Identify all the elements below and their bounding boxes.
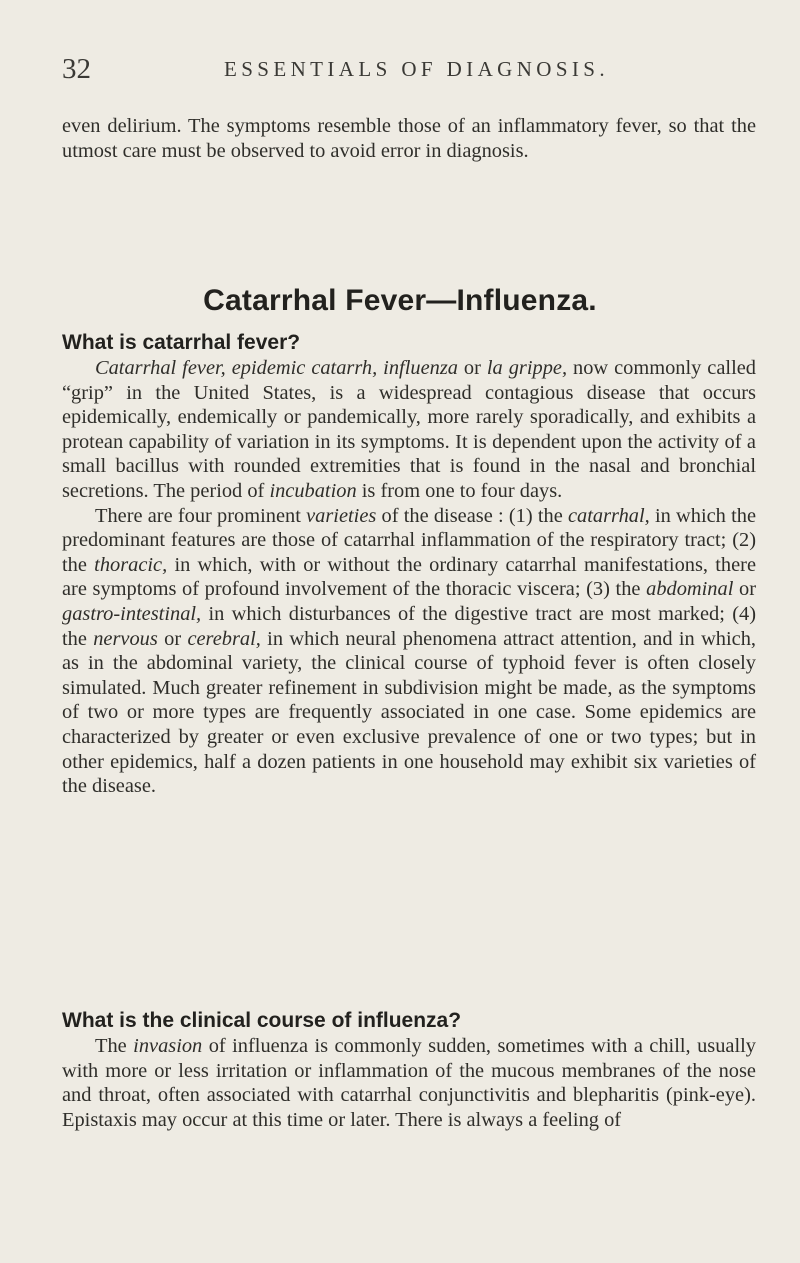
answer-paragraph (62, 356, 756, 504)
text-run: There are four prominent (95, 504, 307, 527)
question-block-catarrhal-fever (62, 330, 756, 799)
answer-paragraph (62, 504, 756, 799)
italic-term: nervous (93, 627, 158, 650)
intro-block (62, 114, 756, 163)
text-run: now commonly called “grip” in the United States, is a widespread contagious disease that occurs epidemically, endemically or pandemically, more rarely sporadically, and exhibits a protean capability of variation in its symptoms. It is dependent upon the activity of a small bacillus with rounded extremities that is found in the nasal and bronchial secretions. The period of (62, 357, 756, 502)
text-run: or (457, 357, 487, 379)
text-run: in which the predominant features are those of catarrhal inflammation of the respiratory tract; (2) the (62, 504, 756, 576)
text-run: or (733, 578, 756, 601)
italic-term: thoracic, (94, 553, 168, 576)
page-number: 32 (62, 53, 91, 85)
running-title: ESSENTIALS OF DIAGNOSIS. (224, 57, 610, 81)
italic-term: la grippe, (486, 357, 568, 379)
italic-term: cerebral, (187, 627, 261, 650)
text-run: of the disease : (1) the (376, 504, 568, 527)
text-run: in which neural phenomena attract attention, and in which, as in the abdominal variety, the clinical course of typhoid fever is often closely simulated. Much greater refinement in subdivision might be made, as the symptoms of two or more types are frequently associated in one case. Some epidemics are characterized by greater or even exclusive prevalence of one or two types; but in other epidemics, half a dozen patients in one household may exhibit six varieties of the disease. (62, 627, 756, 798)
text-run: The (95, 1035, 134, 1057)
italic-term: varieties (306, 504, 377, 527)
italic-term: abdominal (646, 578, 734, 601)
intro-paragraph: even delirium. The symptoms resemble those of an inflammatory fever, so that the utmost care must be observed to avoid error in diagnosis. (62, 115, 756, 162)
italic-term: incubation (269, 479, 357, 502)
running-head (0, 53, 800, 93)
section-title: Catarrhal Fever—Influenza. (203, 284, 597, 317)
text-run: of influenza is commonly sudden, sometimes with a chill, usually with more or less irritation or inflammation of the mucous membranes of the nose and throat, often associated with catarrhal conjunctivitis and blepharitis (pink-eye). Epistaxis may occur at this time or later. There is always a feeling of (62, 1035, 756, 1131)
italic-term: Catarrhal fever, epidemic catarrh, influenza (95, 357, 458, 379)
question-heading: What is catarrhal fever? (62, 331, 301, 354)
text-run: is from one to four days. (356, 479, 563, 502)
text-run: in which, with or without the ordinary catarrhal manifestations, there are symptoms of profound involvement of the thoracic viscera; (3) the (62, 553, 756, 601)
question-heading: What is the clinical course of influenza? (62, 1009, 462, 1032)
italic-term: gastro-intestinal, (62, 602, 202, 625)
text-run: in which disturbances of the digestive tract are most marked; (4) the (62, 602, 756, 650)
text-run: or (157, 627, 188, 650)
answer-paragraph (62, 1034, 756, 1132)
question-block-clinical-course (62, 1008, 756, 1132)
italic-term: catarrhal, (567, 504, 650, 527)
italic-term: invasion (133, 1035, 203, 1057)
